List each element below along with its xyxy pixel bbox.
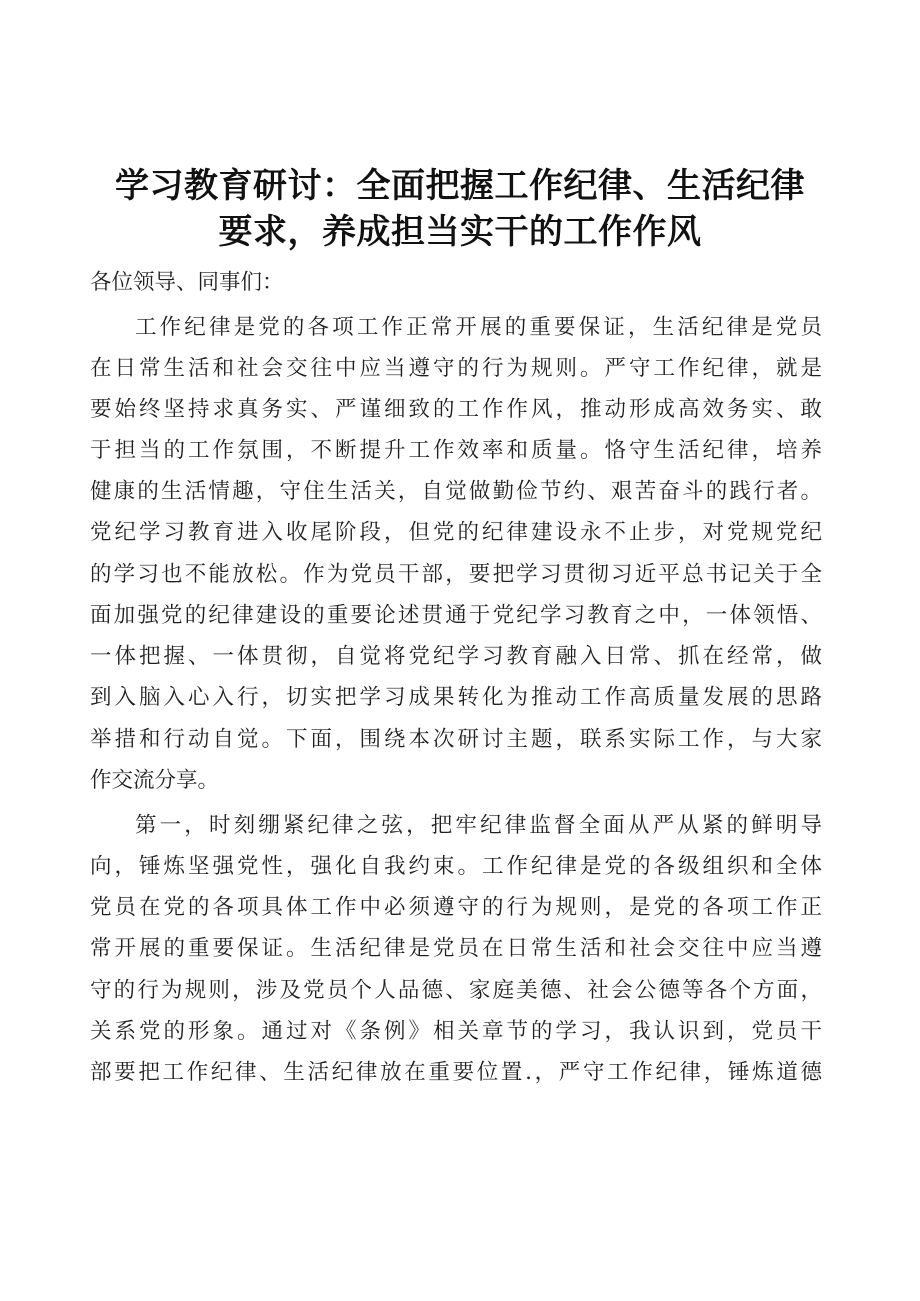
paragraph-1-line-10: 到入脑入心入行，切实把学习成果转化为推动工作高质量发展的思路 (90, 685, 822, 710)
salutation: 各位领导、同事们： (90, 270, 284, 295)
paragraph-2-line-3: 党员在党的各项具体工作中必须遵守的行为规则，是党的各项工作正 (90, 895, 822, 920)
paragraph-1-line-11: 举措和行动自觉。下面，围绕本次研讨主题，联系实际工作，与大家 (90, 727, 822, 752)
paragraph-1-line-9: 一体把握、一体贯彻，自觉将党纪学习教育融入日常、抓在经常，做 (90, 644, 822, 669)
paragraph-1-line-8: 面加强党的纪律建设的重要论述贯通于党纪学习教育之中，一体领悟、 (90, 603, 822, 628)
paragraph-1-line-6: 党纪学习教育进入收尾阶段，但党的纪律建设永不止步，对党规党纪 (90, 520, 822, 545)
paragraph-2-line-5: 守的行为规则，涉及党员个人品德、家庭美德、社会公德等各个方面， (90, 978, 822, 1003)
paragraph-2-line-2: 向，锤炼坚强党性，强化自我约束。工作纪律是党的各级组织和全体 (90, 854, 822, 879)
paragraph-1-line-7: 的学习也不能放松。作为党员干部，要把学习贯彻习近平总书记关于全 (90, 562, 822, 587)
paragraph-2-line-7: 部要把工作纪律、生活纪律放在重要位置.，严守工作纪律，锤炼道德 (90, 1060, 822, 1085)
paragraph-2-line-4: 常开展的重要保证。生活纪律是党员在日常生活和社会交往中应当遵 (90, 936, 822, 961)
paragraph-2-line-6: 关系党的形象。通过对《条例》相关章节的学习，我认识到，党员干 (90, 1019, 822, 1044)
paragraph-1-line-2: 在日常生活和社会交往中应当遵守的行为规则。严守工作纪律，就是 (90, 356, 822, 381)
paragraph-2-line-1: 第一，时刻绷紧纪律之弦，把牢纪律监督全面从严从紧的鲜明导 (135, 813, 822, 838)
paragraph-1-line-4: 于担当的工作氛围，不断提升工作效率和质量。恪守生活纪律，培养 (90, 438, 822, 463)
document-title-line-2: 要求，养成担当实干的工作作风 (218, 212, 702, 252)
paragraph-1-line-12: 作交流分享。 (90, 768, 220, 793)
document-title-line-1: 学习教育研讨：全面把握工作纪律、生活纪律 (115, 166, 805, 206)
paragraph-1-line-3: 要始终坚持求真务实、严谨细致的工作作风，推动形成高效务实、敢 (90, 397, 822, 422)
paragraph-1-line-5: 健康的生活情趣，守住生活关，自觉做勤俭节约、艰苦奋斗的践行者。 (90, 479, 822, 504)
paragraph-1-line-1: 工作纪律是党的各项工作正常开展的重要保证，生活纪律是党员 (135, 315, 822, 340)
